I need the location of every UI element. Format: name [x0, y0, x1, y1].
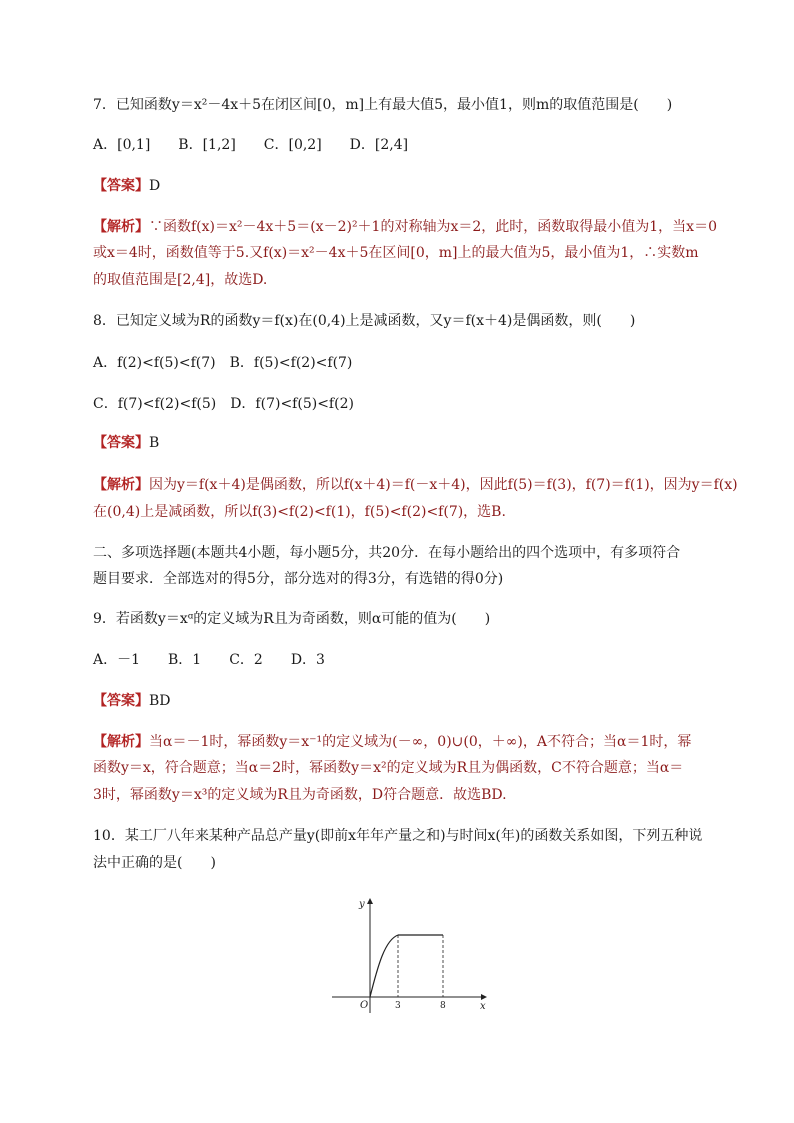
q9-answer: 【答案】BD: [93, 693, 171, 709]
q7-explanation-3: 的取值范围是[2,4]，故选D.: [93, 272, 268, 288]
tick-label-3: 3: [395, 1001, 401, 1011]
q10-function-graph: [330, 895, 490, 1017]
q7-explanation-1: 【解析】∵函数f(x)＝x²－4x＋5＝(x－2)²＋1的对称轴为x＝2，此时，函数取得最小值为1，当x＝0: [93, 219, 717, 235]
q7-stem: 7．已知函数y＝x²－4x＋5在闭区间[0，m]上有最大值5，最小值1，则m的取值范围是( ): [93, 97, 673, 113]
q9-explanation-2: 函数y＝x，符合题意；当α＝2时，幂函数y＝x²的定义域为R且为偶函数，C不符合题意；当α＝: [93, 760, 684, 776]
q9-options: A．－1 B．1 C．2 D．3: [93, 652, 325, 668]
q7-explanation-2: 或x＝4时，函数值等于5.又f(x)＝x²－4x＋5在区间[0，m]上的最大值为5，最小值为1，∴实数m: [93, 245, 699, 261]
q8-answer: 【答案】B: [93, 435, 160, 451]
q9-explanation-1: 【解析】当α＝－1时，幂函数y＝x⁻¹的定义域为(－∞，0)∪(0，＋∞)，A不符合；当α＝1时，幂: [93, 734, 692, 750]
q8-options-2: C．f(7)<f(2)<f(5) D．f(7)<f(5)<f(2): [93, 396, 354, 412]
q8-options-1: A．f(2)<f(5)<f(7) B．f(5)<f(2)<f(7): [93, 355, 353, 371]
q9-explanation-3: 3时，幂函数y＝x³的定义域为R且为奇函数，D符合题意．故选BD.: [93, 787, 507, 803]
q7-answer: 【答案】D: [93, 178, 161, 194]
growth-curve: [370, 935, 398, 997]
section-2-heading-1: 二、多项选择题(本题共4小题，每小题5分，共20分．在每小题给出的四个选项中，有多项符合: [93, 545, 681, 561]
q9-stem: 9．若函数y＝xᵅ的定义域为R且为奇函数，则α可能的值为( ): [93, 611, 491, 627]
q7-options: A．[0,1] B．[1,2] C．[0,2] D．[2,4]: [93, 137, 409, 153]
q10-stem-1: 10．某工厂八年来某种产品总产量y(即前x年年产量之和)与时间x(年)的函数关系如图，下列五种说: [93, 828, 703, 844]
y-axis-label: y: [359, 899, 365, 910]
x-axis-label: x: [480, 1001, 486, 1012]
tick-label-8: 8: [440, 1001, 446, 1011]
q8-explanation-1: 【解析】因为y＝f(x＋4)是偶函数，所以f(x＋4)＝f(－x＋4)，因此f(5)＝f(3)，f(7)＝f(1)，因为y＝f(x): [93, 477, 738, 493]
q8-explanation-2: 在(0,4)上是减函数，所以f(3)<f(2)<f(1)，f(5)<f(2)<f(7)，选B.: [93, 504, 506, 520]
origin-label: O: [360, 1000, 369, 1011]
q10-stem-2: 法中正确的是( ): [93, 855, 216, 871]
section-2-heading-2: 题目要求．全部选对的得5分，部分选对的得3分，有选错的得0分): [93, 571, 504, 587]
q8-stem: 8．已知定义域为R的函数y＝f(x)在(0,4)上是减函数，又y＝f(x＋4)是偶函数，则( ): [93, 313, 636, 329]
